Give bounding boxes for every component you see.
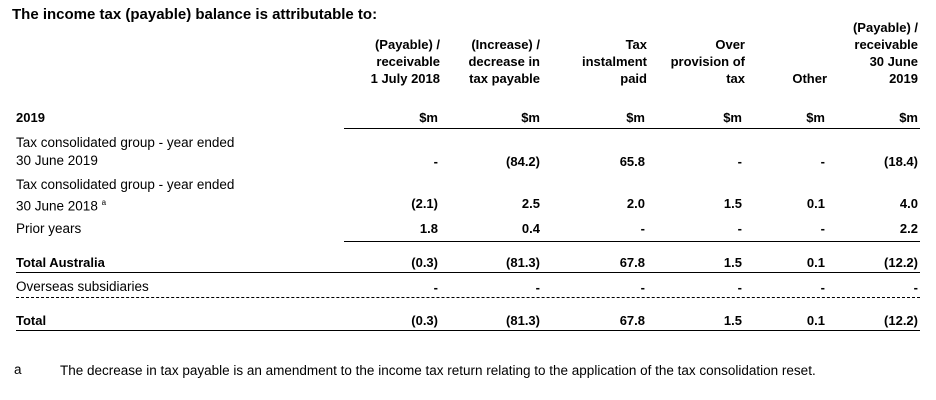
unit-col-1: $m: [419, 110, 438, 125]
cell: -: [433, 154, 438, 169]
cell: 67.8: [619, 313, 645, 328]
cell: (12.2): [884, 255, 918, 270]
total-rule: [16, 330, 920, 331]
cell: -: [820, 221, 825, 236]
row-label-total: Total: [16, 313, 47, 328]
col-header-1: (Payable) / receivable 1 July 2018: [370, 37, 440, 86]
cell: (2.1): [411, 196, 438, 211]
year-label: 2019: [16, 110, 45, 125]
cell: -: [737, 221, 742, 236]
unit-col-3: $m: [626, 110, 645, 125]
row-label-tcg-2018: Tax consolidated group - year ended 30 June 2018 $^a$: [16, 177, 235, 214]
cell: 0.1: [806, 313, 825, 328]
total-australia-rule: [16, 272, 920, 273]
cell: -: [433, 280, 438, 295]
footnote-ref: a: [101, 198, 107, 207]
cell: -: [913, 280, 918, 295]
unit-col-4: $m: [723, 110, 742, 125]
cell: -: [820, 280, 825, 295]
col-header-5: Other: [792, 71, 827, 86]
cell: 1.5: [723, 196, 742, 211]
cell: (81.3): [506, 313, 540, 328]
cell: -: [640, 221, 645, 236]
cell: 67.8: [619, 255, 645, 270]
cell: 0.1: [806, 255, 825, 270]
overseas-rule: [16, 297, 920, 298]
cell: -: [640, 280, 645, 295]
cell: 1.8: [419, 221, 438, 236]
cell: (18.4): [884, 154, 918, 169]
col-header-3: Tax instalment paid: [581, 37, 647, 86]
header-rule: [344, 128, 920, 129]
unit-col-6: $m: [899, 110, 918, 125]
cell: 0.4: [521, 221, 540, 236]
row-label-overseas: Overseas subsidiaries: [16, 279, 149, 294]
cell: (84.2): [506, 154, 540, 169]
footnote-text: The decrease in tax payable is an amendment to the income tax return relating to the application of the tax consolidation reset.: [60, 363, 816, 378]
col-header-6: (Payable) / receivable 30 June 2019: [852, 20, 918, 86]
table-title: The income tax (payable) balance is attributable to:: [12, 6, 378, 23]
cell: (81.3): [506, 255, 540, 270]
cell: (0.3): [411, 255, 438, 270]
cell: -: [737, 280, 742, 295]
cell: -: [820, 154, 825, 169]
cell: 1.5: [723, 255, 742, 270]
cell: (12.2): [884, 313, 918, 328]
cell: 0.1: [806, 196, 825, 211]
cell: -: [535, 280, 540, 295]
cell: 2.5: [521, 196, 540, 211]
unit-col-5: $m: [806, 110, 825, 125]
row-label-prior-years: Prior years: [16, 221, 82, 236]
row-label-total-australia: Total Australia: [16, 255, 105, 270]
unit-col-2: $m: [521, 110, 540, 125]
row-label-tcg-2019: Tax consolidated group - year ended 30 June 2019: [16, 135, 235, 168]
cell: 4.0: [899, 196, 918, 211]
cell: -: [737, 154, 742, 169]
cell: (0.3): [411, 313, 438, 328]
col-header-2: (Increase) / decrease in tax payable: [468, 37, 540, 86]
cell: 1.5: [723, 313, 742, 328]
subtotal-rule: [344, 241, 920, 242]
cell: 2.2: [899, 221, 918, 236]
col-header-4: Over provision of tax: [670, 37, 745, 86]
footnote-key: a: [14, 362, 22, 377]
cell: 2.0: [626, 196, 645, 211]
cell: 65.8: [619, 154, 645, 169]
